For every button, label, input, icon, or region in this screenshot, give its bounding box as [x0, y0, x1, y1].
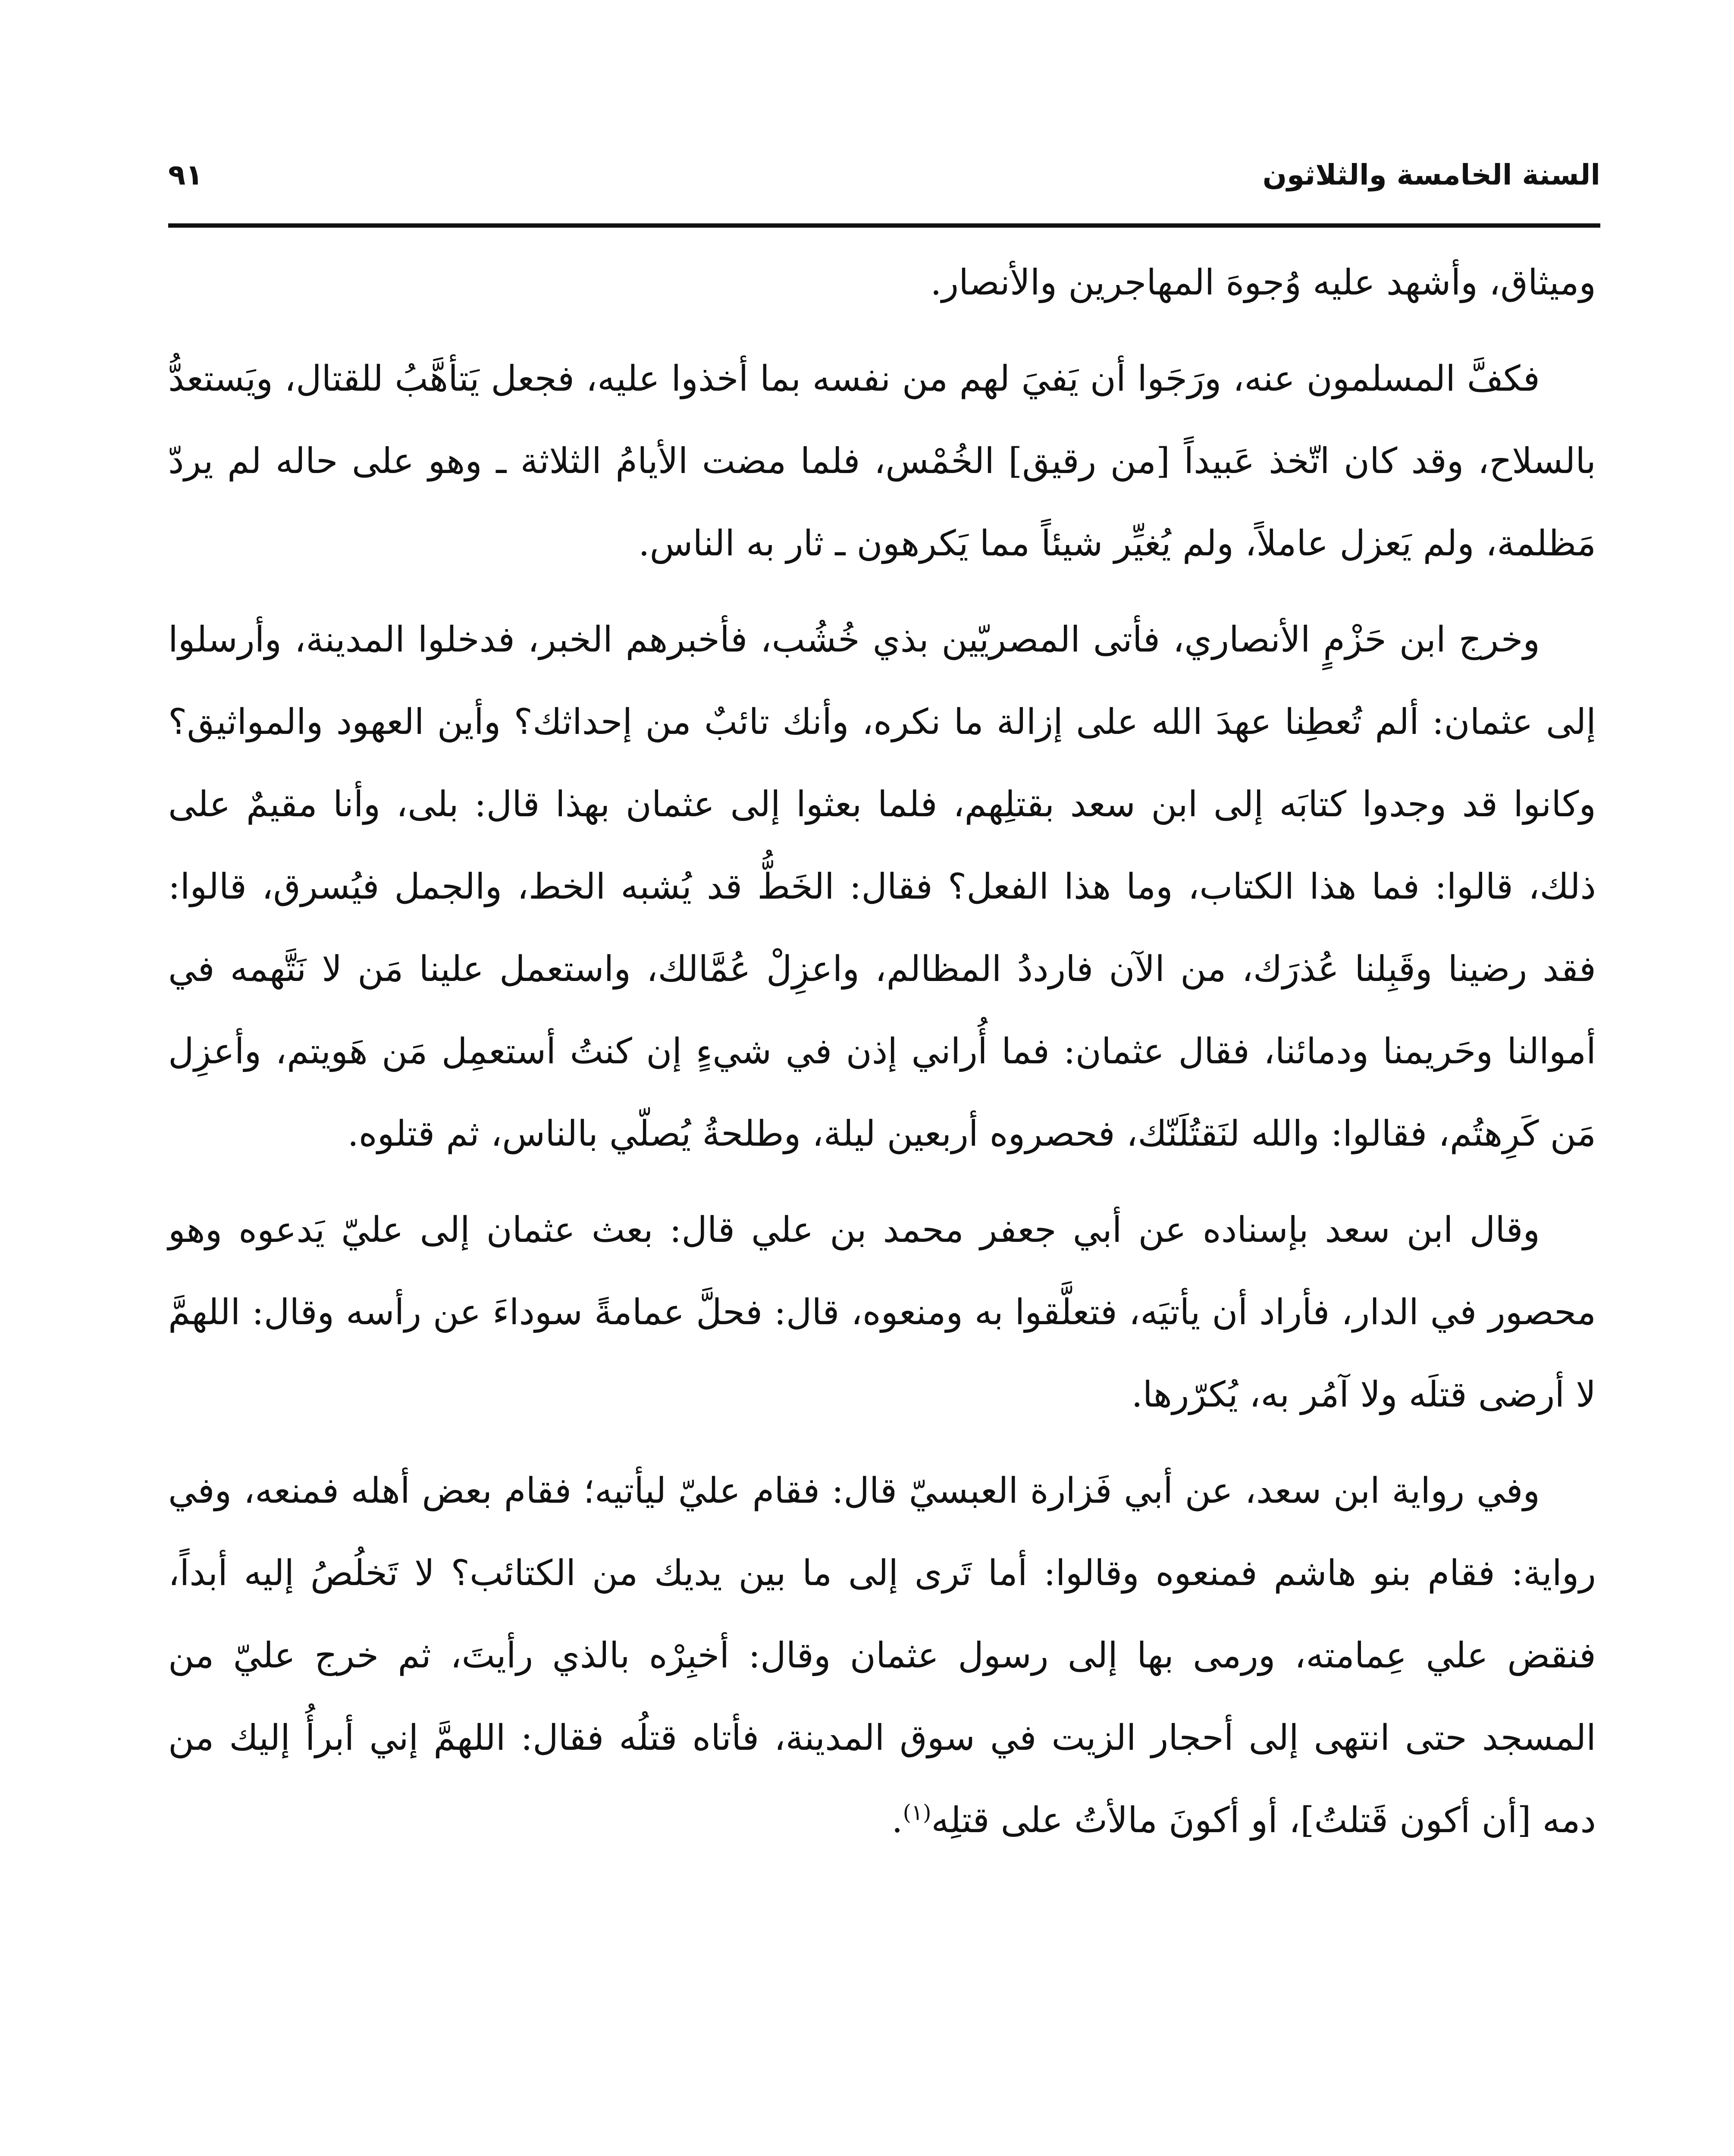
paragraph-3: وخرج ابن حَزْمٍ الأنصاري، فأتى المصريّين بذي خُشُب، فأخبرهم الخبر، فدخلوا المدينة، وأرسلوا إلى عثمان: ألم تُعطِنا عهدَ الله على إزالة ما نكره، وأنك تائبٌ من إحداثك؟ وأين العهود والمواثيق؟ وكانوا قد وجدوا كتابَه إلى ابن سعد بقتلِهم، فلما بعثوا إلى عثمان بهذا قال: بلى، وأنا مقيمٌ على ذلك، قالوا: فما هذا الكتاب، وما هذا الفعل؟ فقال: الخَطُّ قد يُشبه الخط، والجمل فيُسرق، قالوا: فقد رضينا وقَبِلنا عُذرَك، من الآن فارددُ المظالم، واعزِلْ عُمَّالك، واستعمل علينا مَن لا نَتَّهمه في أموالنا وحَريمنا ودمائنا، فقال عثمان: فما أُراني إذن في شيءٍ إن كنتُ أستعمِل مَن هَويتم، وأعزِل مَن كَرِهتُم، فقالوا: والله لنَقتُلَنّك، فحصروه أربعين ليلة، وطلحةُ يُصلّي بالناس، ثم قتلوه.: [168, 619, 1596, 1154]
main-text: [168, 241, 1596, 1875]
paragraph-5-end: .: [891, 1800, 903, 1841]
paragraph-4: وقال ابن سعد بإسناده عن أبي جعفر محمد بن علي قال: بعث عثمان إلى عليّ يَدعوه وهو محصور في الدار، فأراد أن يأتيَه، فتعلَّقوا به ومنعوه، قال: فحلَّ عمامةً سوداءَ عن رأسه وقال: اللهمَّ لا أرضى قتلَه ولا آمُر به، يُكرّرها.: [168, 1210, 1596, 1415]
page-header: [168, 142, 1600, 207]
paragraph-1: وميثاق، وأشهد عليه وُجوهَ المهاجرين والأنصار.: [930, 262, 1596, 303]
running-title: السنة الخامسة والثلاثون: [1262, 158, 1600, 191]
paragraph-5-text: وفي رواية ابن سعد، عن أبي فَزارة العبسيّ قال: فقام عليّ ليأتيه؛ فقام بعض أهله فمنعه، وفي رواية: فقام بنو هاشم فمنعوه وقالوا: أما تَرى إلى ما بين يديك من الكتائب؟ لا تَخلُصُ إليه أبداً، فنقض علي عِمامته، ورمى بها إلى رسول عثمان وقال: أخبِرْه بالذي رأيتَ، ثم خرج عليّ من المسجد حتى انتهى إلى أحجار الزيت في سوق المدينة، فأتاه قتلُه فقال: اللهمَّ إني أبرأُ إليك من دمه [أن أكون قَتلتُ]، أو أكونَ مالأتُ على قتلِه: [168, 1470, 1596, 1841]
header-rule: [168, 223, 1600, 228]
paragraph-5: [168, 1450, 1596, 1861]
page-number: ٩١: [168, 158, 203, 191]
paragraph-2: فكفَّ المسلمون عنه، ورَجَوا أن يَفيَ لهم من نفسه بما أخذوا عليه، فجعل يَتأهَّبُ للقتال، ويَستعدُّ بالسلاح، وقد كان اتّخذ عَبيداً [من رقيق] الخُمْس، فلما مضت الأيامُ الثلاثة ـ وهو على حاله لم يردّ مَظلمة، ولم يَعزل عاملاً، ولم يُغيِّر شيئاً مما يَكرهون ـ ثار به الناس.: [168, 358, 1596, 564]
footnote-reference: (١): [903, 1800, 931, 1825]
